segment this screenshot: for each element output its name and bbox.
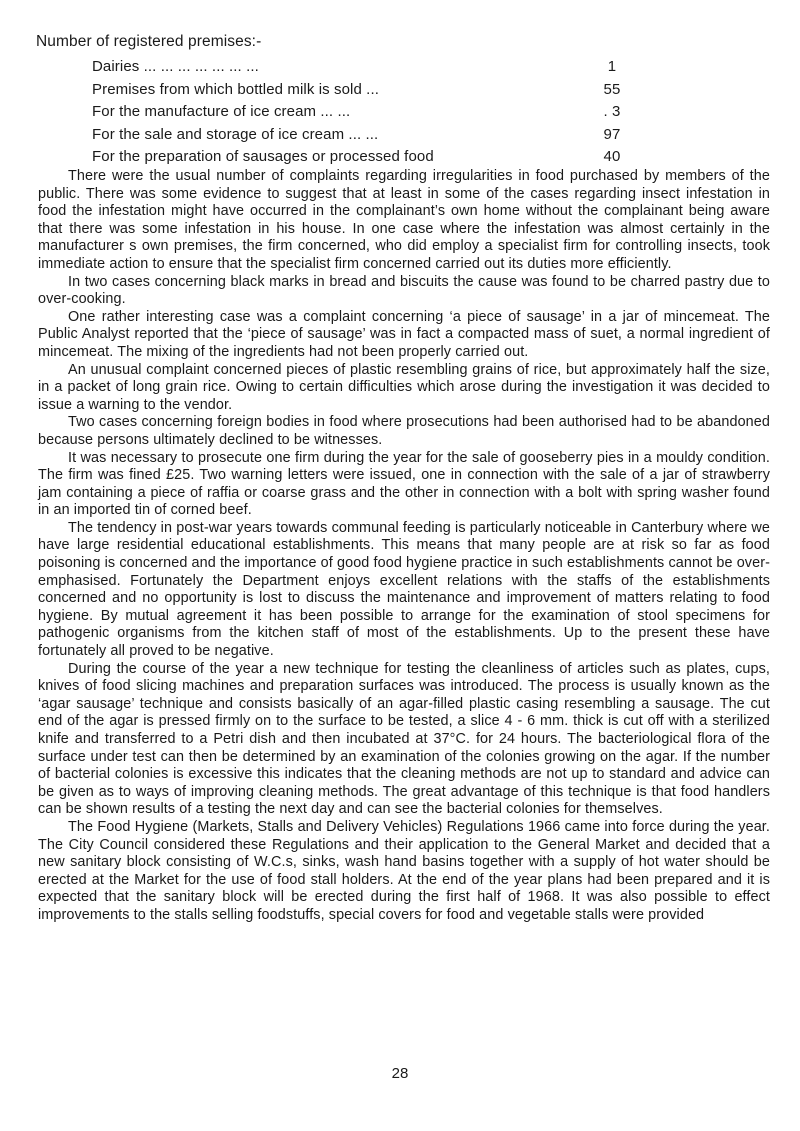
premises-label: Dairies ... ... ... ... ... ... ...: [92, 58, 259, 75]
paragraph-insect-infestation: There were the usual number of complaints regarding irregularities in food purchased by members of the public. There was some evidence to suggest that at least in some of the cases regarding insect infestation in food the infestation might have occurred in the complainant’s own home without the complainant being aware that there was some infestation in his house. In one case where the infestation was almost certainly in the manufacturer s own premises, the firm concerned, who did employ a specialist firm for controlling insects, took immediate action to ensure that the specialist firm concerned carried out its duties more efficiently.: [38, 168, 770, 272]
paragraph-plastic-rice: An unusual complaint concerned pieces of plastic resembling grains of rice, but approximately half the size, in a packet of long grain rice. Owing to certain difficulties which arose during the investigation it was decided to issue a warning to the vendor.: [38, 361, 770, 413]
page-number: 28: [391, 1065, 409, 1082]
premises-label: For the manufacture of ice cream ... ...: [92, 103, 351, 120]
premises-count: 1: [607, 58, 617, 75]
premises-label: For the sale and storage of ice cream ... ...: [92, 125, 379, 143]
premises-count: 40: [603, 148, 621, 165]
premises-heading: Number of registered premises:-: [36, 33, 262, 50]
premises-row: [92, 79, 632, 102]
premises-list: [92, 56, 632, 169]
paragraph-sausage-mincemeat: One rather interesting case was a complaint concerning ‘a piece of sausage’ in a jar of mincemeat. The Public Analyst reported that the ‘piece of sausage’ was in fact a compacted mass of suet, a normal ingredient of mincemeat. The mixing of the ingredients had not been properly carried out.: [38, 308, 770, 360]
premises-count: 97: [603, 125, 621, 143]
premises-row: [92, 101, 632, 124]
premises-label: Premises from which bottled milk is sold ...: [92, 80, 379, 98]
paragraph-foreign-bodies: Two cases concerning foreign bodies in food where prosecutions had been authorised had to be abandoned because persons ultimately declined to be witnesses.: [38, 414, 770, 448]
paragraph-prosecution: It was necessary to prosecute one firm during the year for the sale of gooseberry pies in a mouldy condition. The firm was fined £25. Two warning letters were issued, one in connection with the sale of a jar of strawberry jam containing a piece of raffia or coarse grass and the other in connection with a bolt with spring washer found in an imported tin of corned beef.: [38, 449, 770, 519]
premises-row: [92, 124, 632, 147]
paragraph-market-regulations: The Food Hygiene (Markets, Stalls and Delivery Vehicles) Regulations 1966 came into force during the year. The City Council considered these Regulations and their application to the General Market and decided that a new sanitary block consisting of W.C.s, sinks, wash hand basins together with a supply of hot water should be erected at the Market for the use of food stall holders. At the end of the year plans had been prepared and it is expected that the sanitary block will be erected during the first half of 1968. It was also possible to effect improvements to the stalls selling foodstuffs, special covers for food and vegetable stalls were provided: [38, 818, 770, 923]
paragraph-communal-feeding: The tendency in post-war years towards communal feeding is particularly noticeable in Canterbury where we have large residential educational establishments. This means that many people are at risk so far as food poisoning is concerned and the importance of good food hygiene practice in such establishments cannot be over-emphasised. Fortunately the Department enjoys excellent relations with the staffs of the establishments concerned and no opportunity is lost to discuss the maintenance and improvement of matters relating to food hygiene. By mutual agreement it has been possible to arrange for the examination of stool specimens for pathogenic organisms from the kitchen staff of most of the establishments. Up to the present these have fortunately all proved to be negative.: [38, 519, 770, 660]
paragraph-black-marks: In two cases concerning black marks in bread and biscuits the cause was found to be charred pastry due to over-cooking.: [38, 273, 770, 308]
paragraph-agar-sausage: During the course of the year a new technique for testing the cleanliness of articles such as plates, cups, knives of food slicing machines and preparation surfaces was introduced. The process is usually known as the ‘agar sausage’ technique and consists basically of an agar-filled plastic casing resembling a sausage. The cut end of the agar is pressed firmly on to the surface to be tested, a slice 4 - 6 mm. thick is cut off with a sterilized knife and transferred to a Petri dish and then incubated at 37°C. for 24 hours. The bacteriological flora of the surface under test can then be determined by an examination of the colonies growing on the agar. If the number of bacterial colonies is excessive this indicates that the cleaning methods are not up to standard and advice can be given as to ways of improving cleaning methods. The great advantage of this technique is that food handlers can be shown results of a testing the next day and can see the bacterial colonies for themselves.: [38, 660, 770, 818]
premises-count: 55: [603, 80, 621, 98]
body-text: [38, 168, 770, 925]
premises-count: . 3: [603, 103, 621, 120]
premises-label: For the preparation of sausages or processed food: [92, 148, 434, 165]
premises-row: [92, 146, 632, 169]
premises-row: [92, 56, 632, 79]
